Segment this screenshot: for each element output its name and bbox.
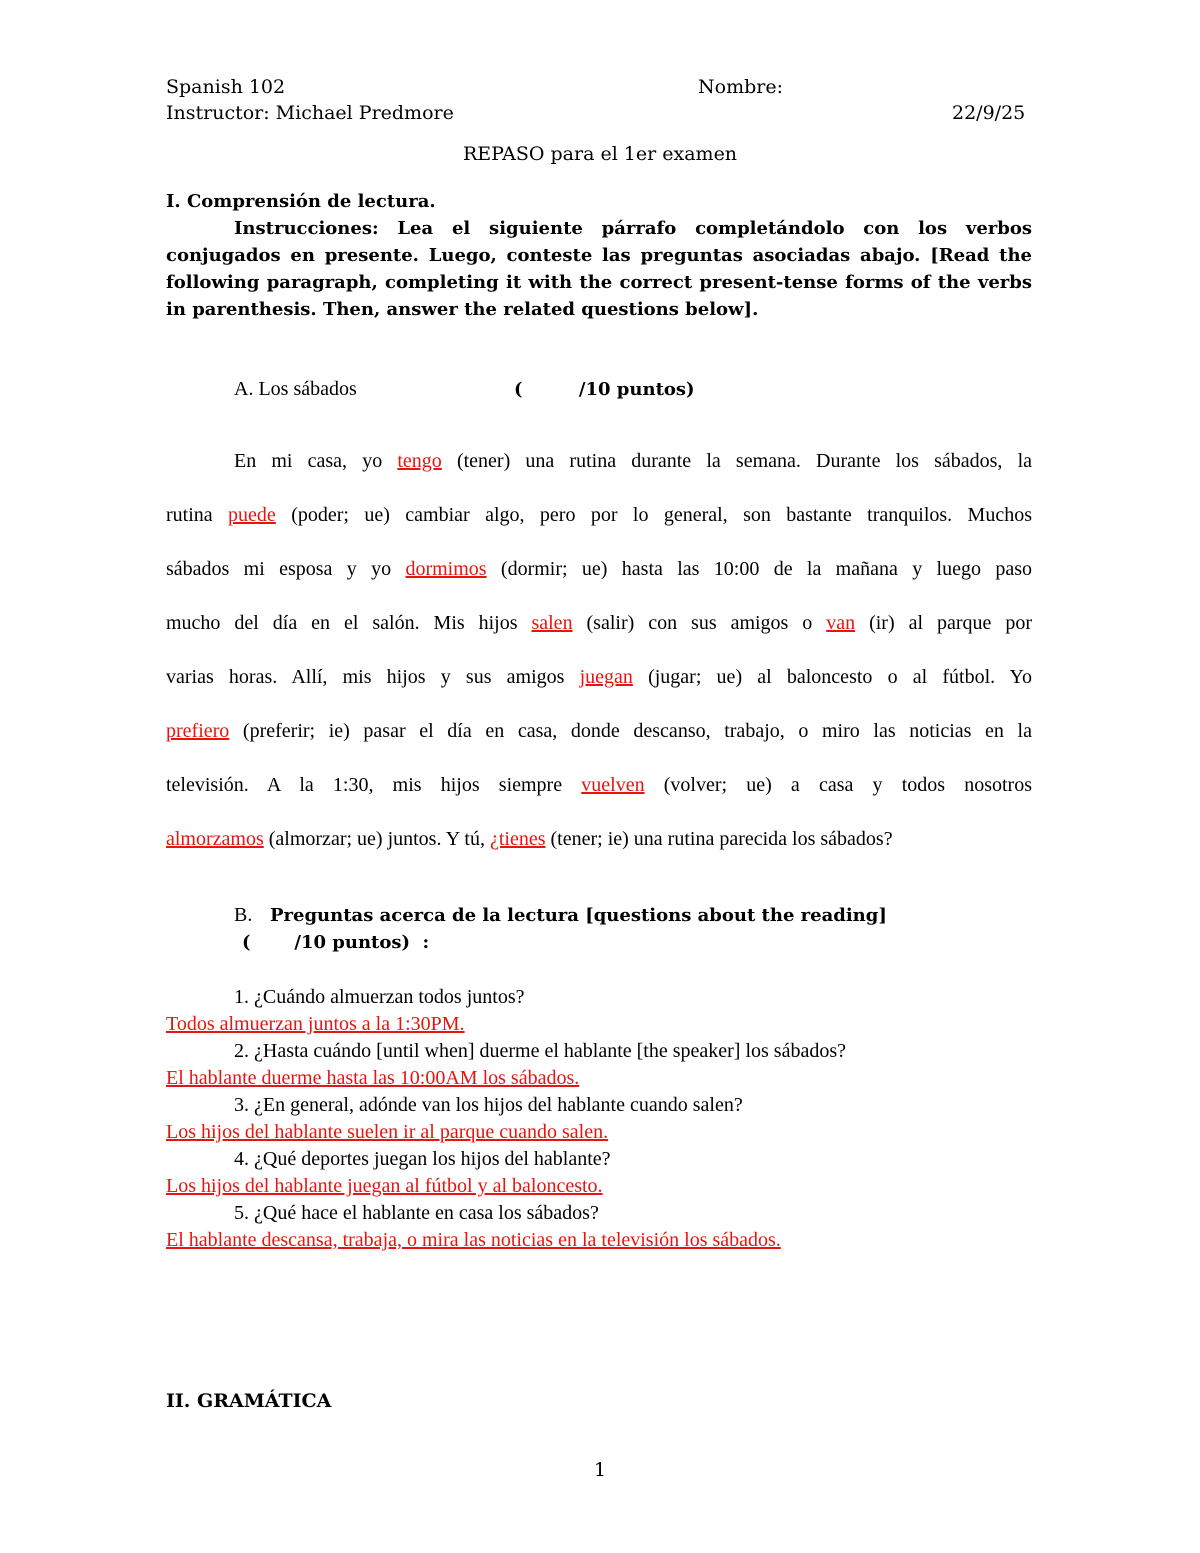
reading-line: prefiero (preferir; ie) pasar el día en casa, donde descanso, trabajo, o miro las noticias en la (166, 720, 1032, 742)
part-b-title: Preguntas acerca de la lectura [questions about the reading] (270, 905, 887, 926)
verb-fill: puede (228, 504, 276, 526)
verb-fill: prefiero (166, 720, 230, 742)
reading-line: mucho del día en el salón. Mis hijos salen (salir) con sus amigos o van (ir) al parque por (166, 612, 1032, 634)
instructions-paragraph: Instrucciones: Lea el siguiente párrafo completándolo con los verbos conjugados en presente. Luego, conteste las preguntas asociadas abajo. [Read the following paragraph, completing it with the correct present-tense forms of the verbs in parenthesis. Then, answer the related questions below]. (166, 218, 1032, 320)
verb-fill: van (826, 612, 856, 634)
answer-1: Todos almuerzan juntos a la 1:30PM. (166, 1013, 465, 1035)
date-label: 22/9/25 (952, 102, 1026, 124)
part-a-score: ( /10 puntos) (514, 379, 695, 400)
part-b-letter: B. (234, 904, 253, 926)
verb-fill: juegan (579, 666, 633, 688)
instructor-label: Instructor: Michael Predmore (166, 102, 454, 124)
reading-line: rutina puede (poder; ue) cambiar algo, pero por lo general, son bastante tranquilos. Muchos (166, 504, 1032, 526)
verb-fill: vuelven (581, 774, 645, 796)
part-a-title: A. Los sábados (234, 378, 357, 400)
page-title: REPASO para el 1er examen (462, 143, 738, 165)
verb-fill: salen (531, 612, 573, 634)
reading-line: televisión. A la 1:30, mis hijos siempre vuelven (volver; ue) a casa y todos nosotros (166, 774, 1033, 796)
question-2: 2. ¿Hasta cuándo [until when] duerme el hablante [the speaker] los sábados? (234, 1040, 846, 1062)
answer-5: El hablante descansa, trabaja, o mira las noticias en la televisión los sábados. (166, 1229, 781, 1251)
verb-fill: almorzamos (166, 828, 264, 850)
answer-3: Los hijos del hablante suelen ir al parque cuando salen. (166, 1121, 609, 1143)
page-number: 1 (593, 1459, 607, 1481)
question-4: 4. ¿Qué deportes juegan los hijos del hablante? (234, 1148, 611, 1170)
section-1-heading: I. Comprensión de lectura. (166, 191, 436, 212)
answer-4: Los hijos del hablante juegan al fútbol y al baloncesto. (166, 1175, 603, 1197)
verb-fill: tengo (397, 450, 442, 472)
verb-fill: dormimos (405, 558, 487, 580)
course-label: Spanish 102 (166, 76, 286, 98)
part-b-score: ( /10 puntos) : (242, 932, 430, 953)
verb-fill: ¿tienes (489, 828, 546, 850)
question-1: 1. ¿Cuándo almuerzan todos juntos? (234, 986, 525, 1008)
question-3: 3. ¿En general, adónde van los hijos del hablante cuando salen? (234, 1094, 743, 1116)
answer-2: El hablante duerme hasta las 10:00AM los sábados. (166, 1067, 580, 1089)
question-5: 5. ¿Qué hace el hablante en casa los sábados? (234, 1202, 599, 1224)
section-2-heading: II. GRAMÁTICA (166, 1390, 332, 1412)
reading-line: almorzamos (almorzar; ue) juntos. Y tú, ¿tienes (tener; ie) una rutina parecida los sábados? (166, 828, 893, 850)
reading-line: varias horas. Allí, mis hijos y sus amigos juegan (jugar; ue) al baloncesto o al fútbol. Yo (166, 666, 1032, 688)
reading-line: sábados mi esposa y yo dormimos (dormir; ue) hasta las 10:00 de la mañana y luego paso (166, 558, 1032, 580)
name-label: Nombre: (698, 76, 783, 98)
reading-line: En mi casa, yo tengo (tener) una rutina durante la semana. Durante los sábados, la (234, 450, 1033, 472)
